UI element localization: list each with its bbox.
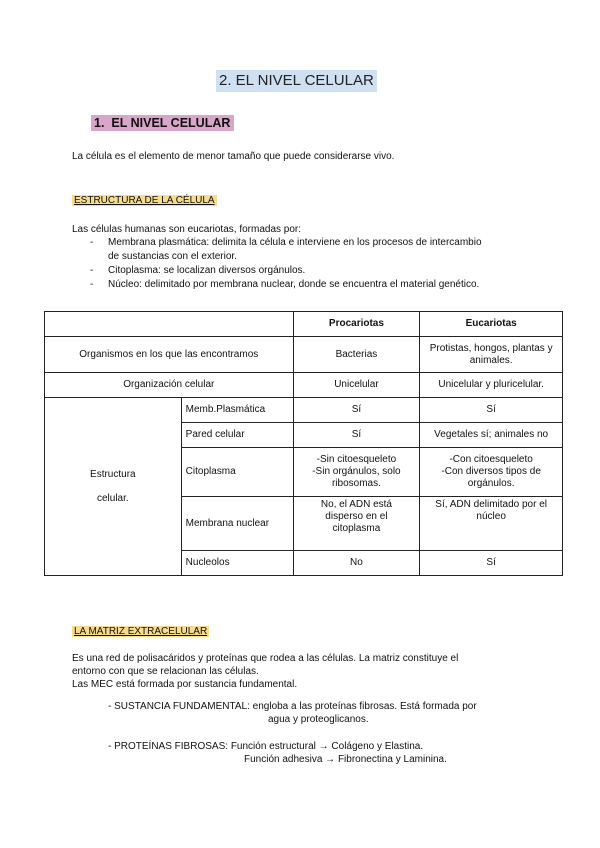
table-header-cell: Eucariotas bbox=[420, 312, 563, 337]
section1-lead: Las células humanas son eucariotas, formadas por: bbox=[72, 224, 302, 235]
sustancia-label: - SUSTANCIA FUNDAMENTAL: bbox=[108, 701, 250, 712]
section-heading bbox=[91, 114, 234, 132]
page-title: 2. EL NIVEL CELULAR bbox=[216, 70, 377, 92]
row-label: Organización celular bbox=[45, 373, 294, 398]
group-label: Estructura celular. bbox=[45, 398, 182, 576]
section-heading-highlight bbox=[91, 115, 234, 131]
comparison-table bbox=[44, 311, 563, 576]
row-label: Membrana nuclear bbox=[181, 497, 293, 551]
table-cell: Sí bbox=[420, 398, 563, 423]
table-row bbox=[45, 373, 563, 398]
table-cell: Sí bbox=[293, 398, 420, 423]
list-item: - Núcleo: delimitado por membrana nuclear, donde se encuentra el material genético. bbox=[90, 279, 480, 290]
section-title-estructura: ESTRUCTURA DE LA CÉLULA bbox=[74, 195, 215, 206]
table-cell: Unicelular y pluricelular. bbox=[420, 373, 563, 398]
proteinas-label: - PROTEÍNAS FIBROSAS: bbox=[108, 741, 229, 752]
table-cell: -Sin citoesqueleto -Sin orgánulos, solo ribosomas. bbox=[293, 448, 420, 497]
table-cell: Protistas, hongos, plantas y animales. bbox=[420, 337, 563, 373]
row-label: Memb.Plasmática bbox=[181, 398, 293, 423]
table-cell: Sí, ADN delimitado por el núcleo bbox=[420, 497, 563, 551]
table-cell: Vegetales sí; animales no bbox=[420, 423, 563, 448]
intro-text: La célula es el elemento de menor tamaño que puede considerarse vivo. bbox=[72, 151, 395, 162]
sustancia-fundamental: - SUSTANCIA FUNDAMENTAL: engloba a las proteínas fibrosas. Está formada por agua y proteoglicanos. bbox=[108, 701, 477, 725]
table-header-cell bbox=[45, 312, 294, 337]
table-row bbox=[45, 337, 563, 373]
table-cell: Bacterias bbox=[293, 337, 420, 373]
list-item: - Membrana plasmática: delimita la célula e interviene en los procesos de intercambio de sustancias con el exterior. bbox=[90, 237, 482, 262]
row-label: Pared celular bbox=[181, 423, 293, 448]
list-marker: - bbox=[90, 265, 94, 276]
table-cell: Sí bbox=[293, 423, 420, 448]
table-cell: No bbox=[293, 551, 420, 576]
row-label: Organismos en los que las encontramos bbox=[45, 337, 294, 373]
table-header-row bbox=[45, 312, 563, 337]
proteinas-fibrosas: - PROTEÍNAS FIBROSAS: Función estructural → Colágeno y Elastina. Función adhesiva → Fibronectina y Laminina. bbox=[108, 741, 447, 765]
table-cell: -Con citoesqueleto -Con diversos tipos de orgánulos. bbox=[420, 448, 563, 497]
heading-text: EL NIVEL CELULAR bbox=[111, 116, 231, 130]
heading-number: 1. bbox=[94, 116, 105, 130]
section-title-matriz: LA MATRIZ EXTRACELULAR bbox=[74, 626, 208, 637]
list-marker: - bbox=[90, 279, 94, 290]
table-header-cell: Procariotas bbox=[293, 312, 420, 337]
table-row bbox=[45, 398, 563, 423]
matriz-paragraph: Es una red de polisacáridos y proteínas que rodea a las células. La matriz constituye el entorno con que se relacionan las células. Las MEC está formada por sustancia fundamental. bbox=[72, 653, 459, 690]
component-list bbox=[72, 236, 552, 292]
table-cell: Unicelular bbox=[293, 373, 420, 398]
row-label: Citoplasma bbox=[181, 448, 293, 497]
row-label: Nucleolos bbox=[181, 551, 293, 576]
list-item: - Citoplasma: se localizan diversos orgánulos. bbox=[90, 265, 306, 276]
table-cell: No, el ADN está disperso en el citoplasma bbox=[293, 497, 420, 551]
table-cell: Sí bbox=[420, 551, 563, 576]
list-marker: - bbox=[90, 237, 94, 248]
